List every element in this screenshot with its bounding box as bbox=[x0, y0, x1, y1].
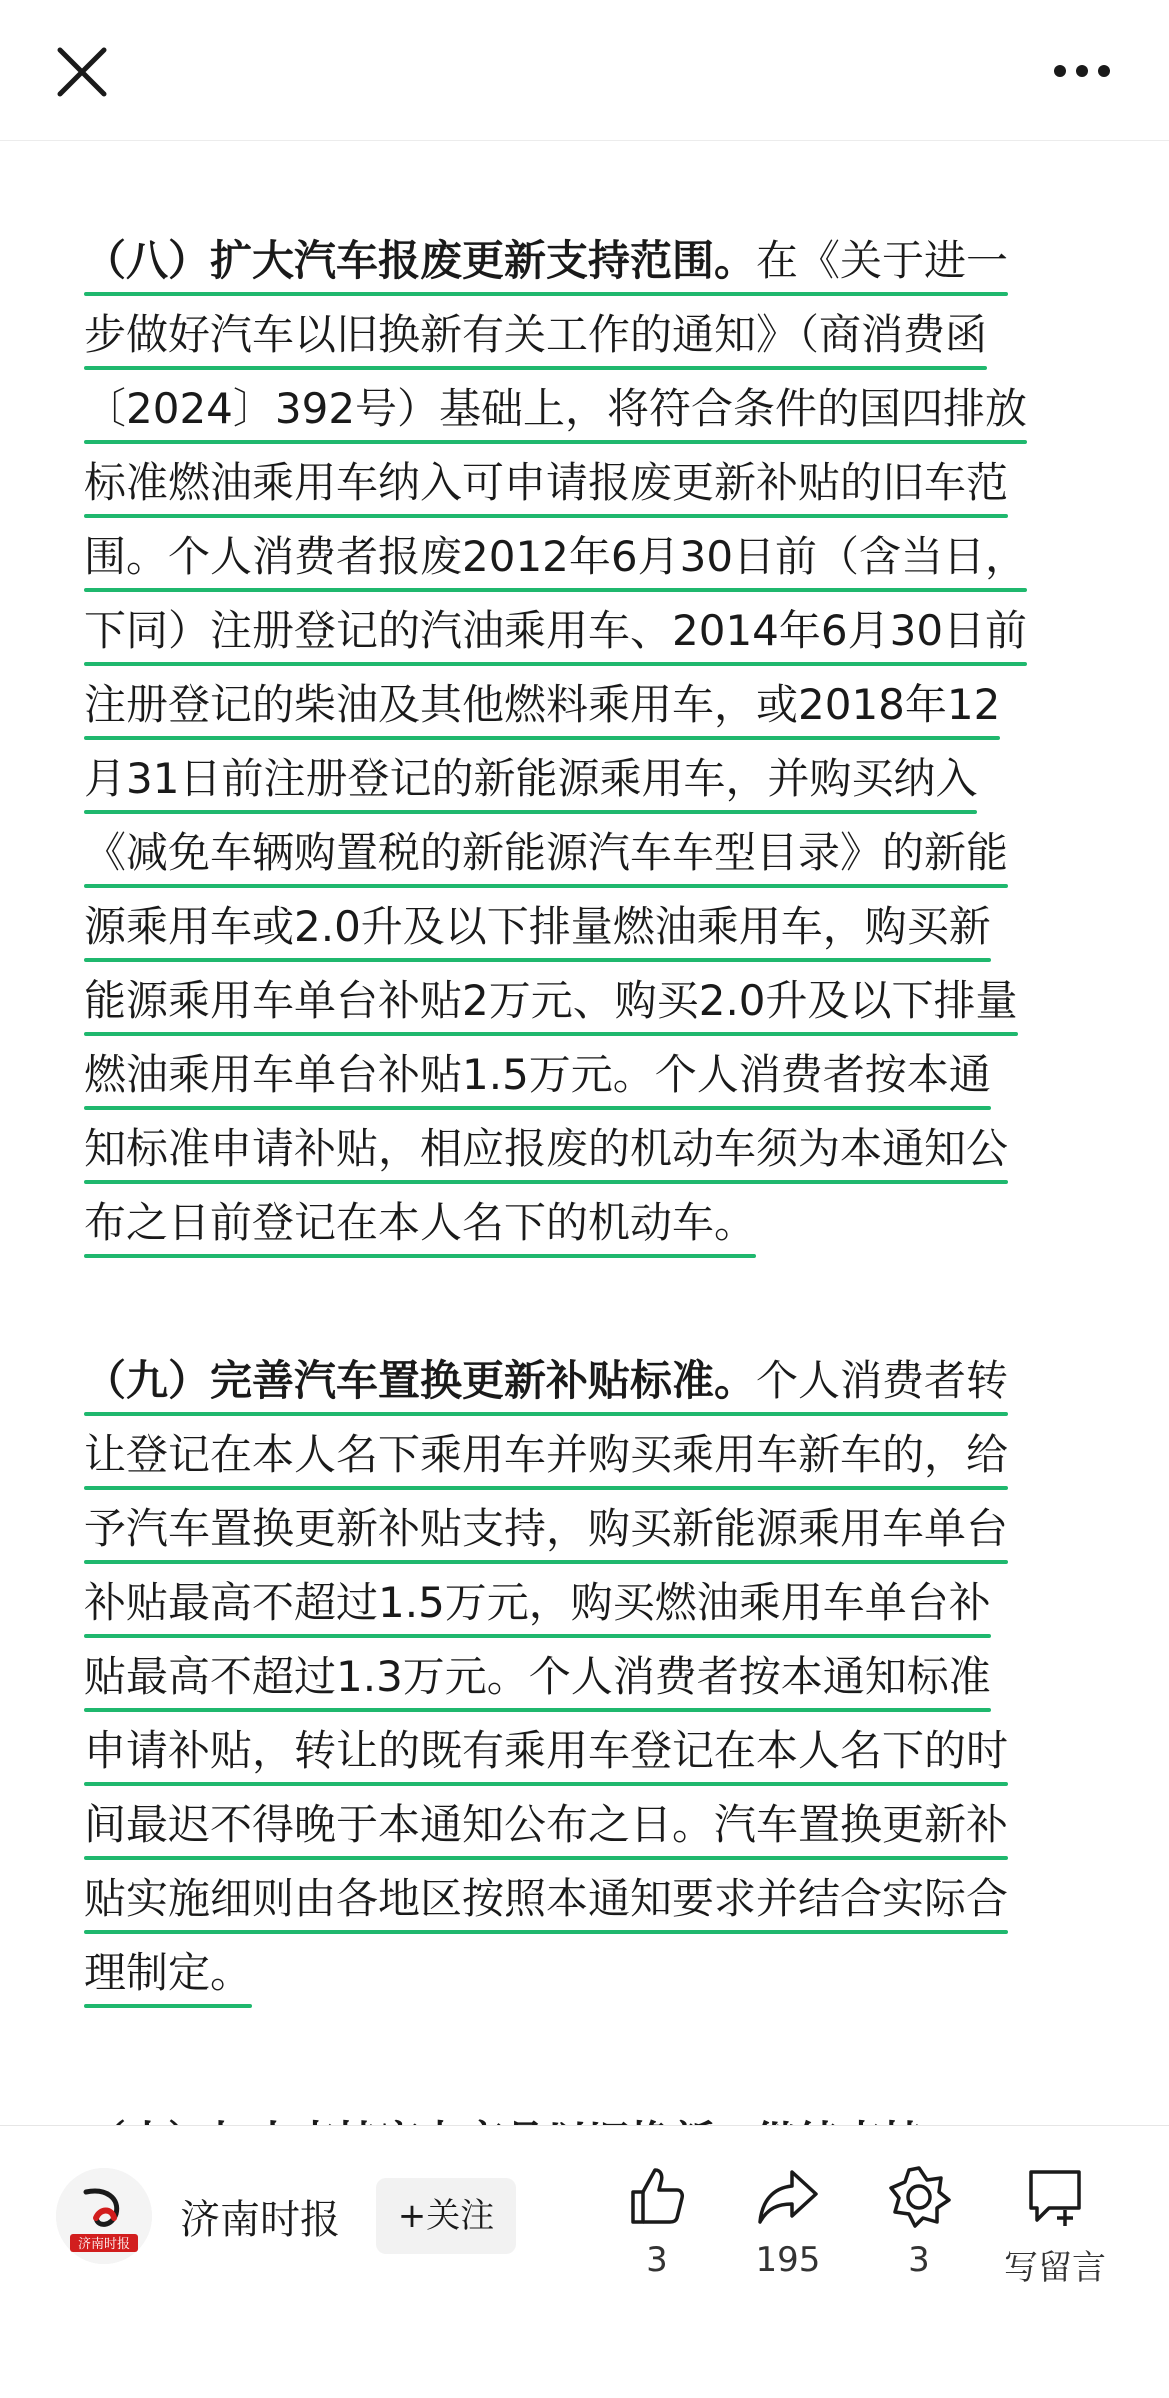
text-line bbox=[84, 1118, 1084, 1192]
text-line bbox=[84, 230, 1084, 304]
body-text: 予汽车置换更新补贴支持，购买新能源乘用车单台 bbox=[84, 1504, 1009, 1553]
wow-count: 3 bbox=[908, 2240, 930, 2280]
text-line-content bbox=[84, 902, 991, 951]
text-line bbox=[84, 1424, 1084, 1498]
text-line bbox=[84, 1572, 1084, 1646]
comment-icon bbox=[1023, 2164, 1087, 2228]
wow-button[interactable] bbox=[864, 2164, 974, 2280]
thumbs-up-icon bbox=[625, 2164, 689, 2228]
highlight-underline bbox=[84, 440, 1027, 444]
highlight-underline bbox=[84, 1180, 1008, 1184]
wow-flower-icon bbox=[887, 2164, 951, 2228]
text-line-content bbox=[84, 236, 1008, 285]
text-line bbox=[84, 1498, 1084, 1572]
body-text: 步做好汽车以旧换新有关工作的通知》（商消费函 bbox=[84, 310, 988, 359]
body-text: 《减免车辆购置税的新能源汽车车型目录》的新能 bbox=[84, 828, 1009, 877]
body-text: 申请补贴，转让的既有乘用车登记在本人名下的时 bbox=[84, 1726, 1009, 1775]
highlight-underline bbox=[84, 1708, 991, 1712]
share-button[interactable] bbox=[733, 2164, 843, 2280]
highlight-underline bbox=[84, 1560, 1008, 1564]
body-text: 下同）注册登记的汽油乘用车、2014年6月30日前 bbox=[84, 606, 1028, 655]
paragraph-8 bbox=[84, 230, 1084, 1266]
section-heading: （八）扩大汽车报废更新支持范围。 bbox=[84, 236, 757, 285]
text-line bbox=[84, 1350, 1084, 1424]
highlight-underline bbox=[84, 292, 1008, 296]
highlight-underline bbox=[84, 1106, 991, 1110]
text-line-content bbox=[84, 1874, 1008, 1923]
text-line bbox=[84, 822, 1084, 896]
highlight-underline bbox=[84, 810, 977, 814]
body-text: 布之日前登记在本人名下的机动车。 bbox=[84, 1198, 757, 1247]
body-text: 让登记在本人名下乘用车并购买乘用车新车的，给 bbox=[84, 1430, 1009, 1479]
highlight-underline bbox=[84, 1782, 1008, 1786]
body-text: 贴实施细则由各地区按照本通知要求并结合实际合 bbox=[84, 1874, 1009, 1923]
more-icon bbox=[1050, 56, 1114, 86]
text-line bbox=[84, 1720, 1084, 1794]
body-text: 在《关于进一 bbox=[756, 236, 1009, 285]
body-text: 知标准申请补贴，相应报废的机动车须为本通知公 bbox=[84, 1124, 1009, 1173]
account-name[interactable]: 济南时报 bbox=[180, 2197, 340, 2243]
text-line bbox=[84, 1794, 1084, 1868]
highlight-underline bbox=[84, 884, 1008, 888]
text-line-content bbox=[84, 1356, 1008, 1405]
body-text: 月31日前注册登记的新能源乘用车，并购买纳入 bbox=[84, 754, 978, 803]
body-text: 理制定。 bbox=[84, 1948, 253, 1997]
body-text: 燃油乘用车单台补贴1.5万元。个人消费者按本通 bbox=[84, 1050, 991, 1099]
text-line-content bbox=[84, 384, 1027, 433]
highlight-underline bbox=[84, 1254, 756, 1258]
text-line-content bbox=[84, 1948, 252, 1997]
text-line-content bbox=[84, 1578, 991, 1627]
text-line-content bbox=[84, 1504, 1008, 1553]
text-line bbox=[84, 674, 1084, 748]
avatar[interactable] bbox=[56, 2168, 152, 2264]
text-line-content bbox=[84, 606, 1027, 655]
text-line bbox=[84, 452, 1084, 526]
highlight-underline bbox=[84, 588, 1027, 592]
body-text: 间最迟不得晚于本通知公布之日。汽车置换更新补 bbox=[84, 1800, 1009, 1849]
article-body[interactable] bbox=[0, 140, 1169, 2125]
highlight-underline bbox=[84, 1032, 1018, 1036]
text-line-content bbox=[84, 1198, 756, 1247]
body-text: 补贴最高不超过1.5万元，购买燃油乘用车单台补 bbox=[84, 1578, 991, 1627]
paragraph-9 bbox=[84, 1350, 1084, 2016]
highlight-underline bbox=[84, 2004, 252, 2008]
body-text: 贴最高不超过1.3万元。个人消费者按本通知标准 bbox=[84, 1652, 991, 1701]
comment-button[interactable] bbox=[990, 2164, 1120, 2289]
text-line-content bbox=[84, 1124, 1008, 1173]
text-line bbox=[84, 304, 1084, 378]
highlight-underline bbox=[84, 366, 987, 370]
body-text: 个人消费者转 bbox=[756, 1356, 1009, 1405]
highlight-underline bbox=[84, 1412, 1008, 1416]
text-line bbox=[84, 1192, 1084, 1266]
section-heading: （九）完善汽车置换更新补贴标准。 bbox=[84, 1356, 757, 1405]
text-line bbox=[84, 1942, 1084, 2016]
text-line bbox=[84, 600, 1084, 674]
text-line-content bbox=[84, 1726, 1008, 1775]
like-count: 3 bbox=[646, 2240, 668, 2280]
body-text: 围。个人消费者报废2012年6月30日前（含当日， bbox=[84, 532, 1028, 581]
top-bar bbox=[0, 0, 1169, 141]
text-line-content bbox=[84, 458, 1008, 507]
highlight-underline bbox=[84, 958, 991, 962]
text-line-content bbox=[84, 532, 1027, 581]
avatar-text: 济南时报 bbox=[77, 2237, 131, 2252]
account-logo-icon bbox=[56, 2168, 152, 2264]
highlight-underline bbox=[84, 662, 1027, 666]
text-line-content bbox=[84, 680, 1000, 729]
text-line-content bbox=[84, 310, 987, 359]
like-button[interactable] bbox=[602, 2164, 712, 2280]
follow-button[interactable]: +关注 bbox=[376, 2178, 516, 2254]
text-line bbox=[84, 748, 1084, 822]
bottom-bar bbox=[0, 2125, 1169, 2398]
close-button[interactable] bbox=[56, 46, 108, 98]
highlight-underline bbox=[84, 1634, 991, 1638]
highlight-underline bbox=[84, 514, 1008, 518]
highlight-underline bbox=[84, 736, 1000, 740]
highlight-underline bbox=[84, 1930, 1008, 1934]
text-line-content bbox=[84, 1050, 991, 1099]
text-line-content bbox=[84, 976, 1018, 1025]
text-line bbox=[84, 896, 1084, 970]
text-line bbox=[84, 1868, 1084, 1942]
body-text: 源乘用车或2.0升及以下排量燃油乘用车，购买新 bbox=[84, 902, 991, 951]
text-line bbox=[84, 970, 1084, 1044]
text-line bbox=[84, 1646, 1084, 1720]
highlight-underline bbox=[84, 1486, 1008, 1490]
text-line-content bbox=[84, 1800, 1008, 1849]
body-text: 〔2024〕392号）基础上，将符合条件的国四排放 bbox=[84, 384, 1028, 433]
close-icon bbox=[56, 46, 108, 98]
text-line-content bbox=[84, 754, 977, 803]
text-line bbox=[84, 378, 1084, 452]
highlight-underline bbox=[84, 1856, 1008, 1860]
text-line bbox=[84, 1044, 1084, 1118]
body-text: 能源乘用车单台补贴2万元、购买2.0升及以下排量 bbox=[84, 976, 1018, 1025]
text-line-content bbox=[84, 1430, 1008, 1479]
body-text: 标准燃油乘用车纳入可申请报废更新补贴的旧车范 bbox=[84, 458, 1009, 507]
body-text: 注册登记的柴油及其他燃料乘用车，或2018年12 bbox=[84, 680, 1001, 729]
share-icon bbox=[756, 2164, 820, 2228]
text-line-content bbox=[84, 1652, 991, 1701]
comment-label: 写留言 bbox=[1004, 2248, 1106, 2288]
more-button[interactable] bbox=[1050, 56, 1114, 86]
text-line-content bbox=[84, 828, 1008, 877]
text-line bbox=[84, 526, 1084, 600]
share-count: 195 bbox=[755, 2240, 821, 2280]
